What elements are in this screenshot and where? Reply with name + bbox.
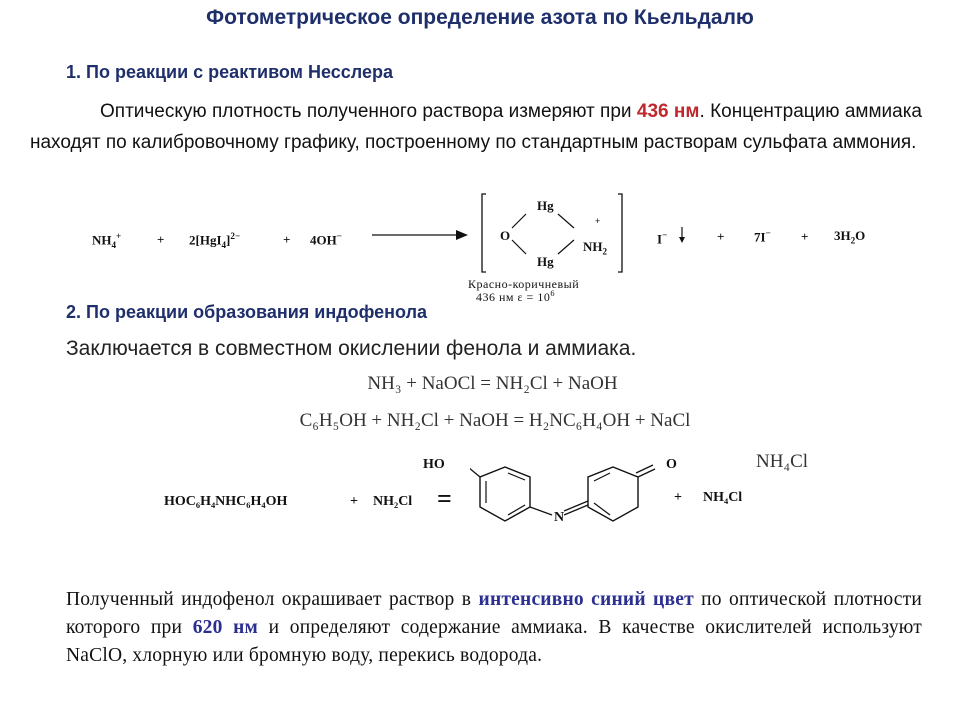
plus-sign: +: [157, 232, 165, 247]
page-title: Фотометрическое определение азота по Кьельдалю: [206, 6, 754, 29]
carbonyl-oxygen-label: O: [666, 457, 677, 472]
wavelength-620: 620 нм: [192, 617, 259, 638]
plus-sign: +: [801, 229, 809, 244]
ammonium-chloride: NH₄Cl: [703, 490, 743, 505]
amido-group: + $NH_2$: [583, 216, 608, 257]
section1-text-b: . Концентрацию аммиака находят по калибровочному графику, построенному по стандартным растворам сульфата аммония.: [30, 101, 923, 153]
complex-absorption-label: 436 нм $\varepsilon = 10^6$: [476, 289, 556, 304]
ammonium-ion: $NH_4^+$: [92, 231, 122, 250]
reaction-arrow: [370, 225, 470, 245]
plus-sign: +: [717, 229, 725, 244]
precipitate-arrow-icon: [678, 226, 686, 244]
indophenol-structure: [470, 455, 685, 540]
iodide-counterion: I−: [657, 230, 668, 247]
hydroxide: 4OH−: [310, 231, 342, 248]
section1-heading: 1. По реакции с реактивом Несслера: [66, 62, 393, 82]
plus-sign: +: [674, 490, 682, 505]
equation-1: NH₃ + NaOCl = NH₂Cl + NaOH: [367, 373, 618, 394]
section1-paragraph: [30, 96, 922, 158]
equation-2: C₆H₅OH + NH₂Cl + NaOH = H₂NC₆H₄OH + NaCl: [299, 410, 691, 431]
section2-intro: Заключается в совместном окислении фенола и аммиака.: [66, 337, 637, 360]
mercury-top: Hg: [537, 198, 554, 213]
mercury-bottom: Hg: [537, 254, 554, 269]
hydroxyl-label: HO: [423, 457, 445, 472]
nitrogen-label: N: [554, 510, 565, 525]
plus-sign: +: [350, 494, 358, 509]
conclusion-paragraph: Полученный индофенол окрашивает раствор в интенсивно синий цвет по оптической плотности которого при 620 нм и определяют содержание аммиака. В качестве окислителей используют NaClO, хлорную или бромную воду, перекись водорода.: [66, 589, 922, 666]
plus-sign: +: [283, 232, 291, 247]
tetraiodomercurate: $2[HgI_4]^{2-}$: [189, 231, 241, 250]
iodide-product: 7I−: [754, 228, 771, 245]
complex-color-label: Красно-коричневый: [468, 277, 580, 291]
equals-sign: =: [437, 484, 452, 513]
chloramine: NH₂Cl: [373, 494, 413, 509]
section2-heading: 2. По реакции образования индофенола: [66, 302, 428, 322]
reactant-diphenylamine: HOC₆H₄NHC₆H₄OH: [164, 494, 288, 509]
water-product: $3H_2O$: [834, 228, 866, 246]
equation-3-tail: NH₄Cl: [756, 451, 809, 472]
section1-text-a: Оптическую плотность полученного раствора измеряют при: [100, 101, 637, 122]
blue-color-highlight: интенсивно синий цвет: [478, 589, 694, 610]
oxygen-bridge: O: [500, 228, 511, 243]
wavelength-436: 436 нм: [636, 101, 700, 122]
